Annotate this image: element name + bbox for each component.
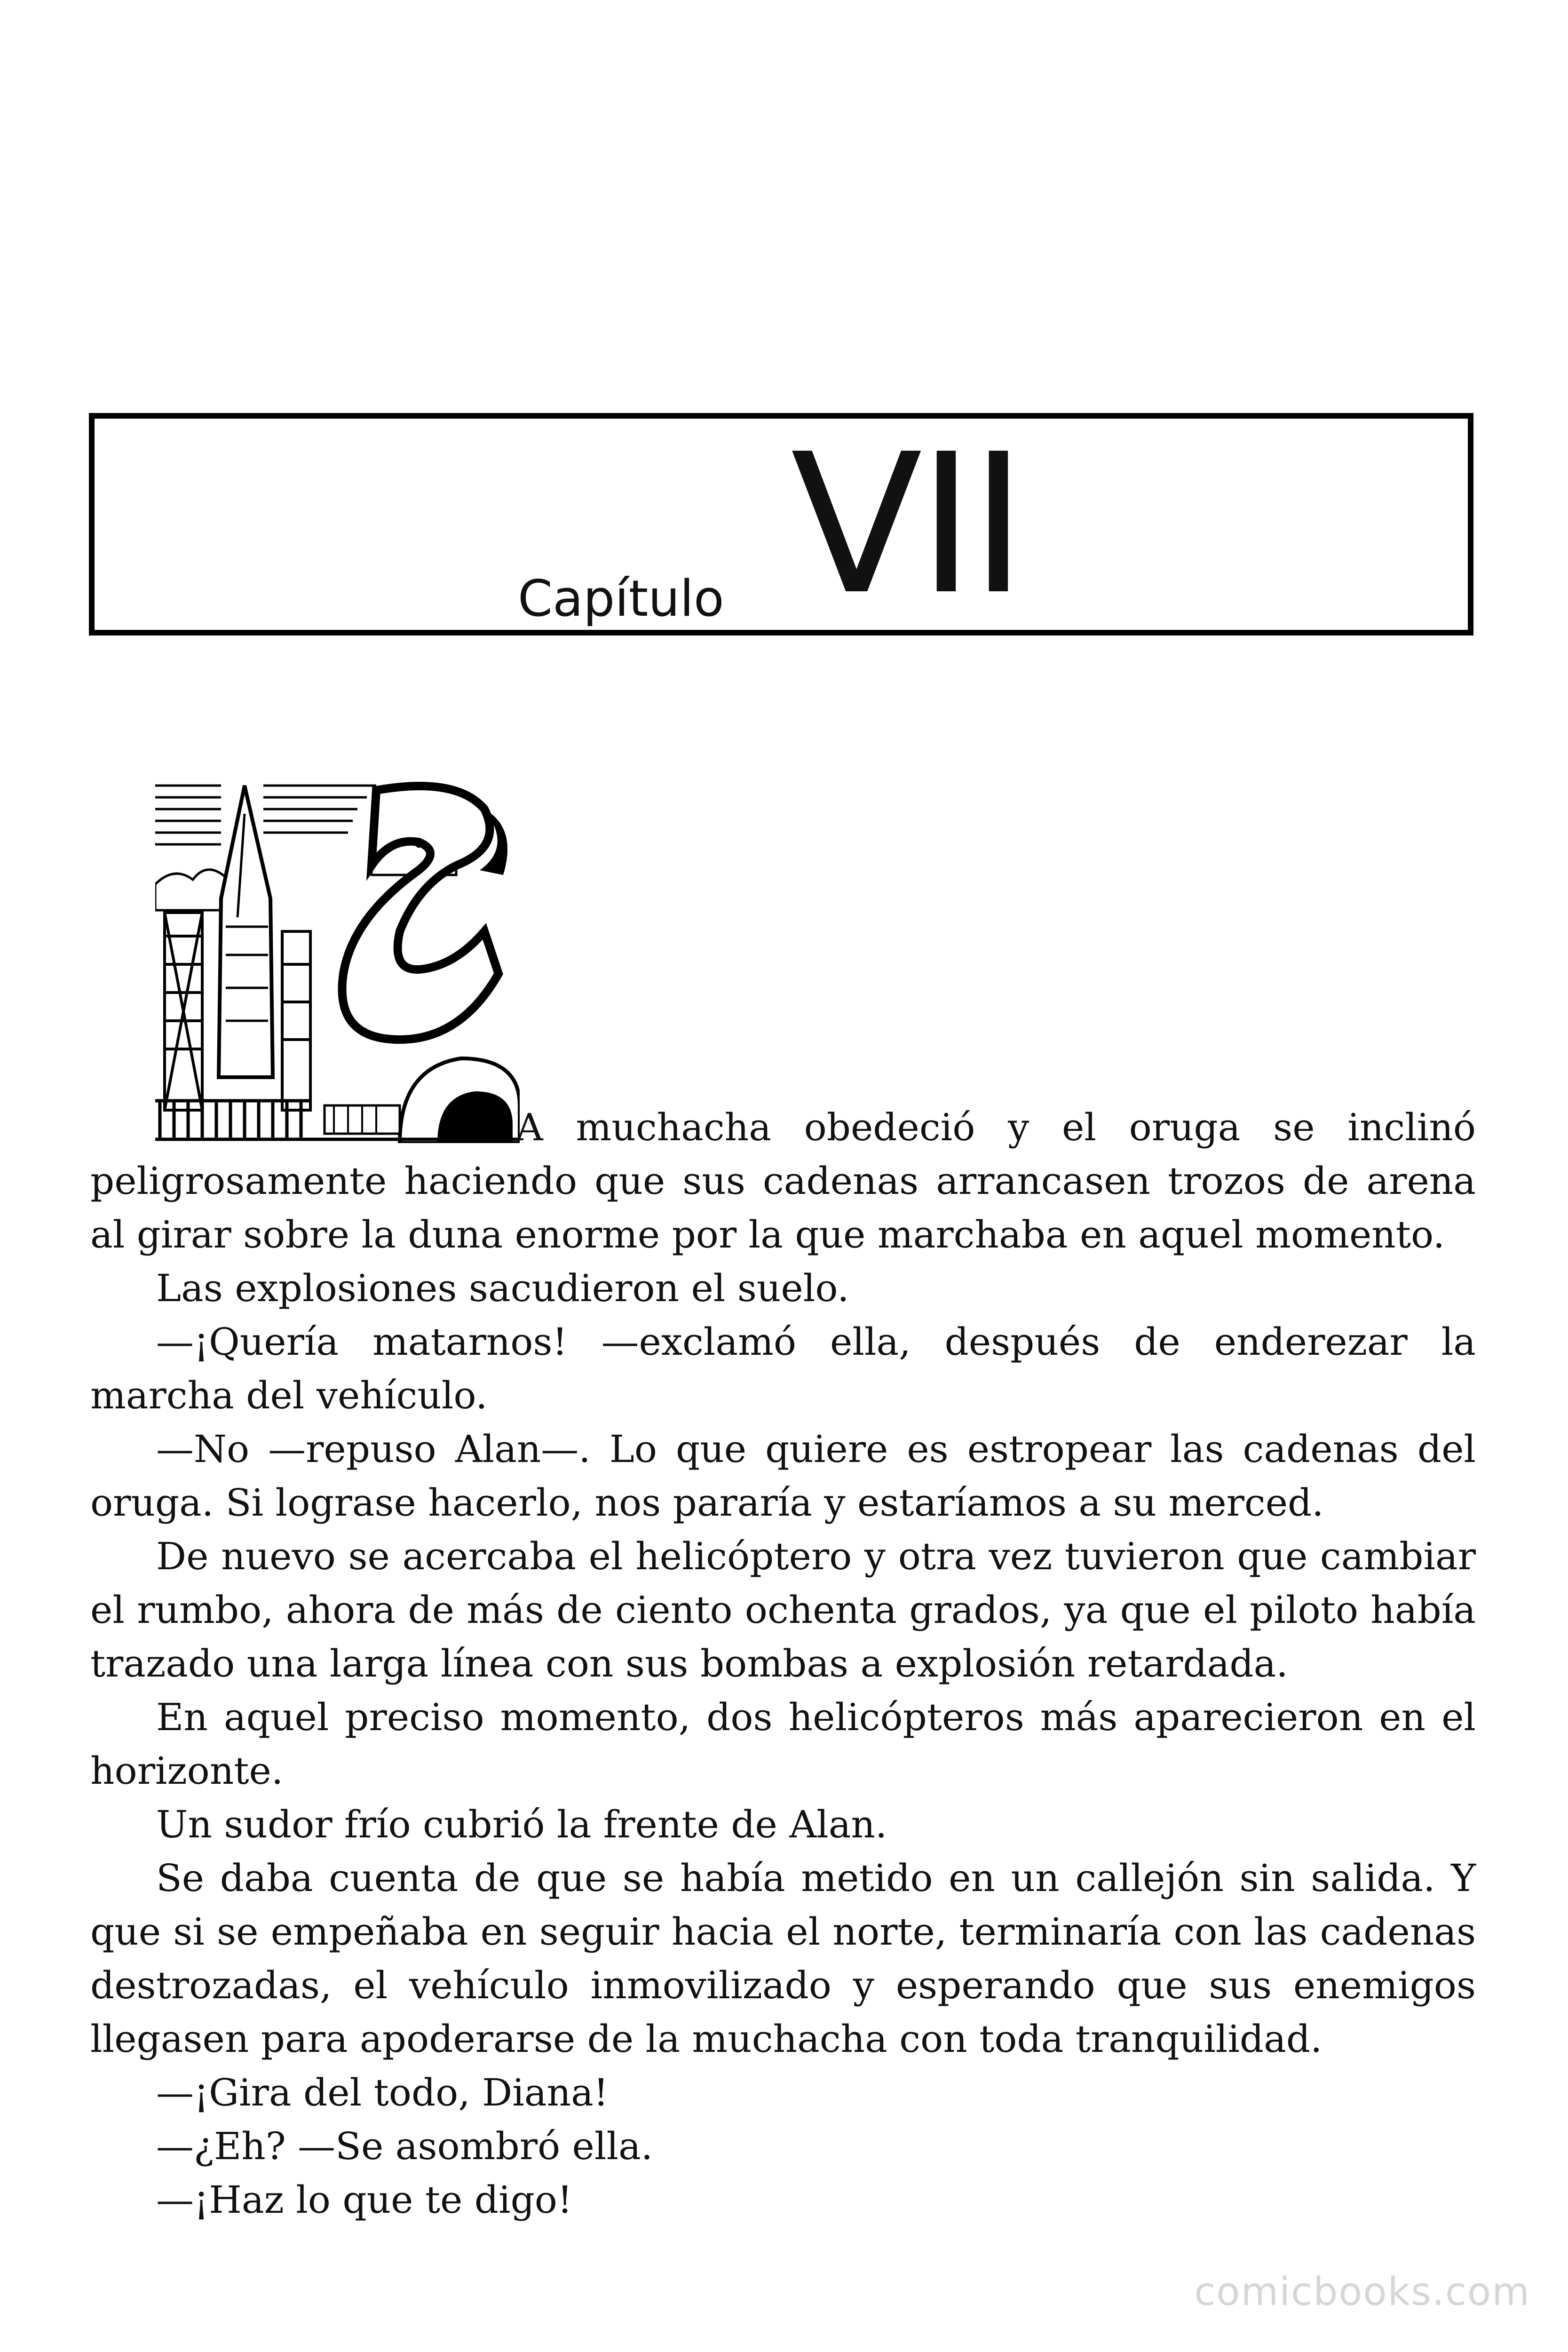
paragraph: En aquel preciso momento, dos helicópteros más aparecieron en el horizonte. [90, 1695, 1476, 1793]
chapter-body-text [90, 1101, 1476, 2227]
paragraph: A muchacha obedeció y el oruga se inclinó peligrosamente haciendo que sus cadenas arrancasen trozos de arena al girar sobre la duna enorme por la que marchaba en aquel momento. [90, 1105, 1476, 1256]
paragraph: Un sudor frío cubrió la frente de Alan. [156, 1803, 887, 1846]
drop-cap-illustration [155, 776, 520, 1143]
paragraph: De nuevo se acercaba el helicóptero y otra vez tuvieron que cambiar el rumbo, ahora de más de ciento ochenta grados, ya que el piloto había trazado una larga línea con sus bombas a explosión retardada. [90, 1534, 1476, 1685]
paragraph: —¡Gira del todo, Diana! [156, 2071, 609, 2114]
paragraph: —No —repuso Alan—. Lo que quiere es estropear las cadenas del oruga. Si lograse hacerlo, nos pararía y estaríamos a su merced. [90, 1427, 1476, 1525]
watermark-text: comicbooks.com [1194, 2270, 1530, 2314]
paragraph: —¡Quería matarnos! —exclamó ella, después de enderezar la marcha del vehículo. [90, 1320, 1476, 1417]
paragraph: Se daba cuenta de que se había metido en un callejón sin salida. Y que si se empeñaba en seguir hacia el norte, terminaría con las cadenas destrozadas, el vehículo inmovilizado y esperando que sus enemigos llegasen para apoderarse de la muchacha con toda tranquilidad. [90, 1856, 1476, 2061]
chapter-number: VII [791, 412, 1022, 637]
paragraph: Las explosiones sacudieron el suelo. [156, 1266, 849, 1310]
paragraph: —¿Eh? —Se asombró ella. [156, 2124, 653, 2168]
paragraph: —¡Haz lo que te digo! [156, 2178, 573, 2222]
chapter-heading-box [89, 413, 1473, 636]
chapter-word: Capítulo [518, 570, 724, 628]
